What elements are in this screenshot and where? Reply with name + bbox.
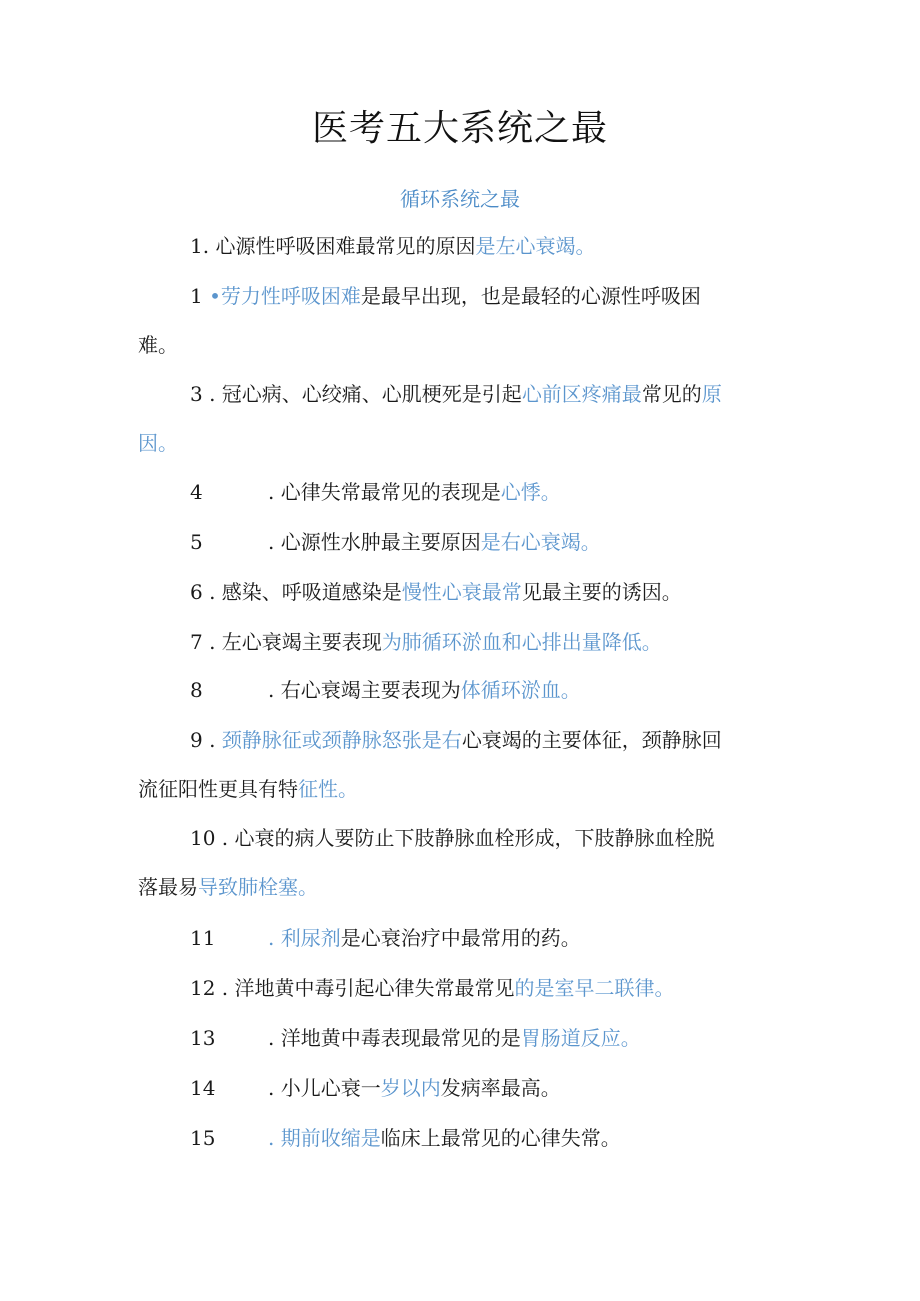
item-number: 5	[190, 530, 203, 554]
item-number: 4	[190, 480, 203, 504]
item-highlight: 的是室早二联律。	[514, 976, 675, 1000]
item-text: 发病率最高。	[440, 1076, 561, 1100]
list-item	[138, 468, 778, 517]
list-item	[138, 666, 778, 715]
list-item	[138, 1114, 778, 1163]
item-highlight: 是右心衰竭。	[480, 530, 601, 554]
item-text: . 洋地黄中毒表现最常见的是	[268, 1026, 521, 1050]
item-highlight: 体循环淤血。	[460, 678, 581, 702]
item-text: . 右心衰竭主要表现为	[268, 678, 461, 702]
item-text: 见最主要的诱因。	[521, 580, 682, 604]
item-highlight: 慢性心衰最常	[401, 580, 522, 604]
item-bullet: •	[202, 284, 221, 308]
item-highlight: 岁以内	[380, 1076, 441, 1100]
item-highlight: 导致肺栓塞。	[198, 875, 318, 899]
item-highlight: . 利尿剂	[268, 926, 341, 950]
item-number: 14	[190, 1076, 216, 1100]
item-highlight: 为肺循环淤血和心排出量降低。	[381, 630, 662, 654]
item-highlight: 胃肠道反应。	[520, 1026, 641, 1050]
item-number: 3	[190, 382, 203, 406]
item-text: 是心衰治疗中最常用的药。	[340, 926, 581, 950]
list-item	[138, 272, 778, 370]
item-number: 6	[190, 580, 203, 604]
item-number: 8	[190, 678, 203, 702]
item-highlight: 颈静脉征或颈静脉怒张是右	[221, 728, 462, 752]
item-text: . 心律失常最常见的表现是	[268, 480, 501, 504]
item-highlight: 因。	[138, 431, 178, 455]
page-title: 医考五大系统之最	[311, 108, 608, 149]
item-highlight: 原	[701, 382, 722, 406]
item-highlight: 是左心衰竭。	[475, 234, 596, 258]
item-highlight: 劳力性呼吸困难	[220, 284, 361, 308]
item-text: 难。	[138, 333, 178, 357]
item-number: 11	[190, 926, 216, 950]
item-number: 12	[190, 976, 216, 1000]
item-number: 9	[190, 728, 203, 752]
list-item	[138, 222, 778, 271]
item-number: 1	[190, 284, 203, 308]
item-text: 心衰竭的主要体征，颈静脉回	[461, 728, 722, 752]
item-number: 1	[190, 234, 203, 258]
list-item	[138, 568, 778, 617]
item-highlight: 征性。	[298, 777, 358, 801]
item-number: 15	[190, 1126, 216, 1150]
list-item	[138, 1064, 778, 1113]
item-text: 落最易	[138, 875, 198, 899]
list-item	[138, 964, 778, 1013]
item-text: . 感染、呼吸道感染是	[202, 580, 402, 604]
item-text: . 左心衰竭主要表现	[202, 630, 382, 654]
list-item	[138, 518, 778, 567]
item-text: . 心源性呼吸困难最常见的原因	[202, 234, 476, 258]
item-number: 10	[190, 826, 216, 850]
item-text: . 心源性水肿最主要原因	[268, 530, 481, 554]
list-item	[138, 716, 778, 814]
item-number: 13	[190, 1026, 216, 1050]
item-text: . 小儿心衰一	[268, 1076, 381, 1100]
item-text: 流征阳性更具有特	[138, 777, 298, 801]
list-item	[138, 370, 778, 468]
item-text: 常见的	[641, 382, 702, 406]
item-text: 临床上最常见的心律失常。	[380, 1126, 621, 1150]
item-highlight: . 期前收缩是	[268, 1126, 381, 1150]
list-item	[138, 618, 778, 667]
item-text: 是最早出现，也是最轻的心源性呼吸困	[360, 284, 701, 308]
section-subtitle: 循环系统之最	[400, 187, 520, 211]
item-text: . 洋地黄中毒引起心律失常最常见	[215, 976, 515, 1000]
list-item	[138, 814, 778, 912]
list-item	[138, 1014, 778, 1063]
item-highlight: 心悸。	[500, 480, 561, 504]
item-number: 7	[190, 630, 203, 654]
item-text: . 冠心病、心绞痛、心肌梗死是引起	[202, 382, 522, 406]
item-text: .	[202, 728, 222, 752]
item-highlight: 心前区疼痛最	[521, 382, 642, 406]
item-text: . 心衰的病人要防止下肢静脉血栓形成，下肢静脉血栓脱	[215, 826, 715, 850]
list-item	[138, 914, 778, 963]
